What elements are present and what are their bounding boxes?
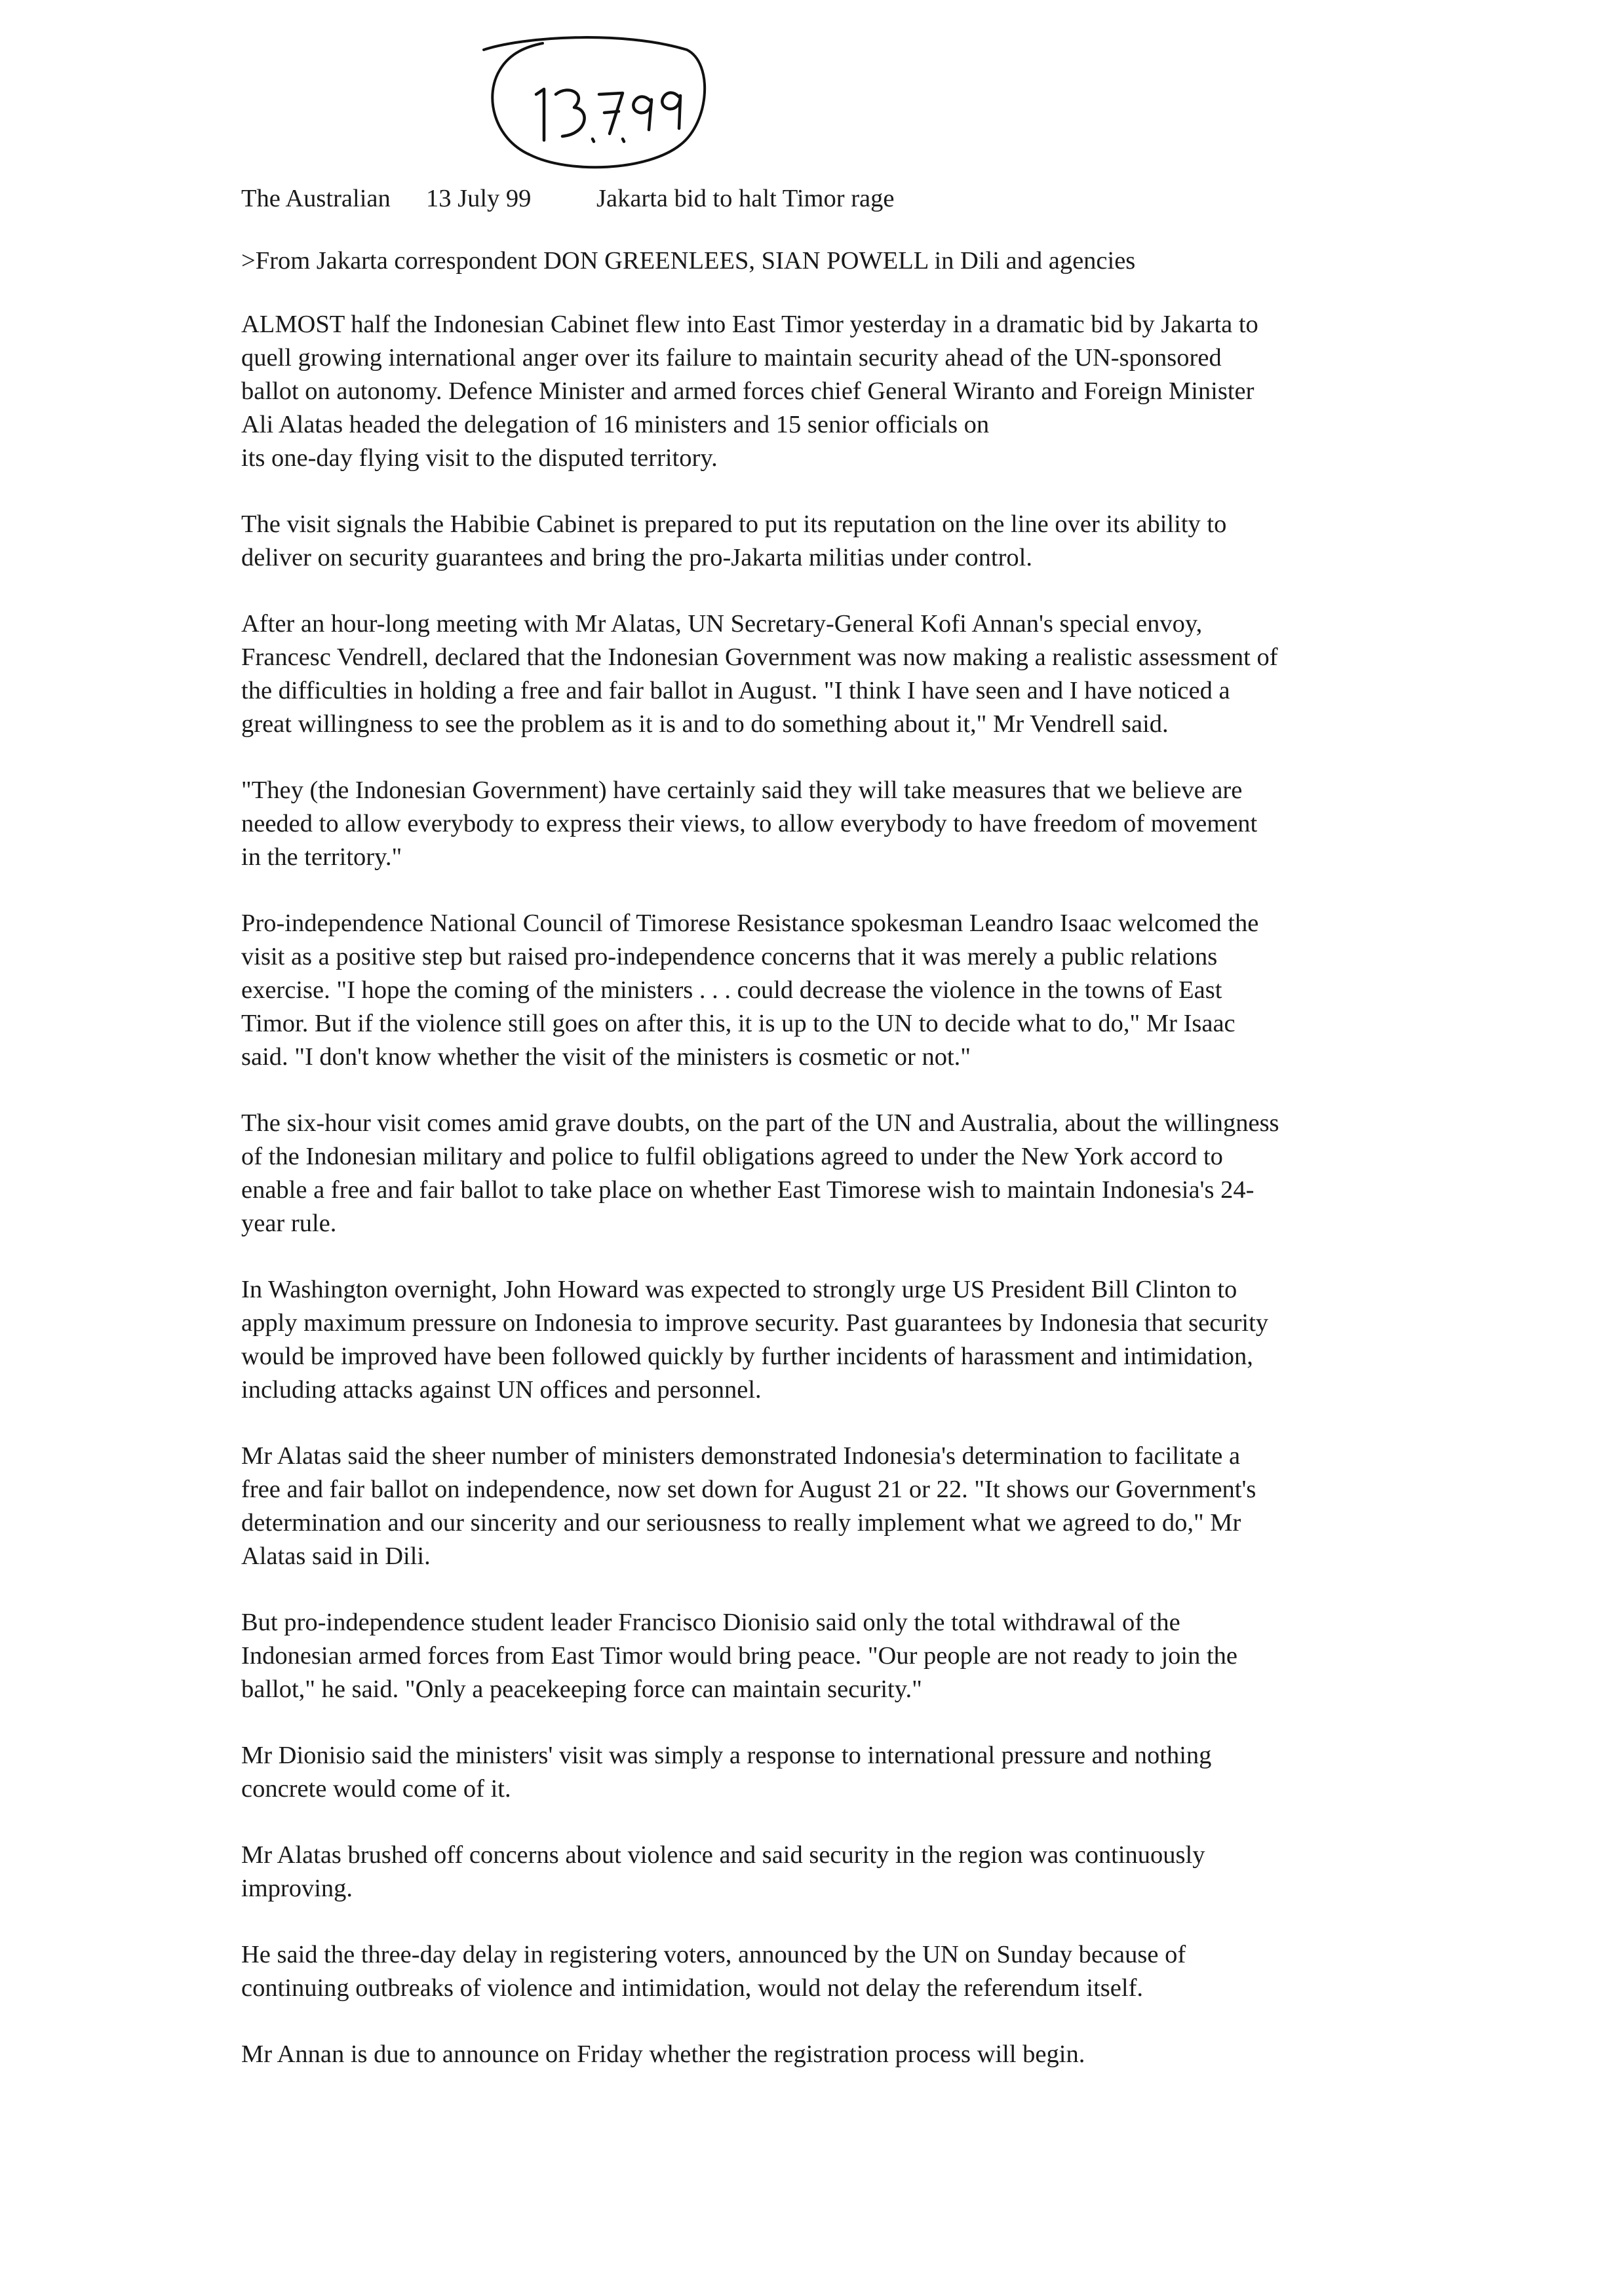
paragraph-line: determination and our sincerity and our seriousness to really implement what we agreed to do," Mr: [241, 1509, 1241, 1537]
paragraph: [241, 1273, 1408, 1407]
paragraph-line: in the territory.": [241, 843, 402, 871]
publication-date: 13 July 99: [426, 185, 532, 212]
paragraph: [241, 1440, 1408, 1573]
paragraph: [241, 1739, 1408, 1806]
circled-date-drawing: [471, 24, 707, 194]
paragraph-line: "They (the Indonesian Government) have certainly said they will take measures that we believe are: [241, 776, 1243, 804]
paragraph: [241, 1606, 1408, 1706]
paragraph-line: exercise. "I hope the coming of the ministers . . . could decrease the violence in the towns of East: [241, 976, 1222, 1004]
paragraph-line: great willingness to see the problem as it is and to do something about it," Mr Vendrell said.: [241, 710, 1169, 738]
paragraph-line: The six-hour visit comes amid grave doubts, on the part of the UN and Australia, about the willingness: [241, 1109, 1279, 1137]
paragraph-line: Indonesian armed forces from East Timor would bring peace. "Our people are not ready to join the: [241, 1642, 1237, 1670]
paragraph-line: free and fair ballot on independence, now set down for August 21 or 22. "It shows our Government's: [241, 1476, 1256, 1503]
paragraph-line: Mr Alatas brushed off concerns about violence and said security in the region was continuously: [241, 1841, 1205, 1869]
headline: Jakarta bid to halt Timor rage: [596, 185, 895, 212]
paragraph: [241, 607, 1408, 741]
paragraph-line: of the Indonesian military and police to fulfil obligations agreed to under the New York accord to: [241, 1143, 1223, 1170]
paragraph-line: including attacks against UN offices and personnel.: [241, 1376, 762, 1404]
paragraph-line: He said the three-day delay in registering voters, announced by the UN on Sunday because of: [241, 1941, 1186, 1968]
paragraph-line: concrete would come of it.: [241, 1775, 511, 1803]
paragraph-line: Timor. But if the violence still goes on after this, it is up to the UN to decide what to do," Mr Isaac: [241, 1010, 1236, 1037]
article: [241, 182, 1408, 2071]
article-body: [241, 308, 1408, 2071]
paragraph-line: After an hour-long meeting with Mr Alatas, UN Secretary-General Kofi Annan's special envoy,: [241, 610, 1203, 638]
handwritten-date-glyphs: [536, 89, 680, 142]
paragraph-line: apply maximum pressure on Indonesia to improve security. Past guarantees by Indonesia that security: [241, 1309, 1269, 1337]
paragraph: [241, 508, 1408, 575]
paragraph: [241, 308, 1408, 475]
paragraph: [241, 1107, 1408, 1240]
paragraph-line: Mr Annan is due to announce on Friday whether the registration process will begin.: [241, 2040, 1085, 2068]
paragraph-line: would be improved have been followed quickly by further incidents of harassment and intimidation,: [241, 1343, 1253, 1370]
article-header: [241, 182, 1408, 216]
paragraph-line: needed to allow everybody to express their views, to allow everybody to have freedom of movement: [241, 810, 1258, 837]
paragraph-line: its one-day flying visit to the disputed territory.: [241, 444, 718, 472]
paragraph-line: Alatas said in Dili.: [241, 1542, 431, 1570]
paragraph-line: deliver on security guarantees and bring the pro-Jakarta militias under control.: [241, 544, 1032, 571]
paragraph: [241, 2038, 1408, 2071]
paragraph-line: enable a free and fair ballot to take place on whether East Timorese wish to maintain Indonesia's 24-: [241, 1176, 1255, 1204]
byline: >From Jakarta correspondent DON GREENLEES, SIAN POWELL in Dili and agencies: [241, 247, 1136, 275]
paragraph-line: visit as a positive step but raised pro-independence concerns that it was merely a public relations: [241, 943, 1218, 970]
paragraph-line: The visit signals the Habibie Cabinet is prepared to put its reputation on the line over its ability to: [241, 510, 1227, 538]
paragraph: [241, 774, 1408, 874]
paragraph-line: ballot," he said. "Only a peacekeeping force can maintain security.": [241, 1675, 922, 1703]
paragraph-line: But pro-independence student leader Francisco Dionisio said only the total withdrawal of the: [241, 1609, 1180, 1636]
paragraph-line: In Washington overnight, John Howard was expected to strongly urge US President Bill Clinton to: [241, 1276, 1237, 1303]
paragraph-line: ALMOST half the Indonesian Cabinet flew into East Timor yesterday in a dramatic bid by Jakarta to: [241, 311, 1258, 338]
paragraph-line: quell growing international anger over its failure to maintain security ahead of the UN-sponsored: [241, 344, 1222, 372]
handwritten-date-annotation: [471, 24, 707, 194]
paragraph: [241, 1839, 1408, 1905]
paragraph-line: Mr Alatas said the sheer number of ministers demonstrated Indonesia's determination to facilitate a: [241, 1442, 1241, 1470]
paragraph-line: year rule.: [241, 1210, 337, 1237]
paragraph-line: continuing outbreaks of violence and intimidation, would not delay the referendum itself.: [241, 1974, 1144, 2002]
paragraph-line: improving.: [241, 1875, 353, 1902]
paragraph-line: said. "I don't know whether the visit of the ministers is cosmetic or not.": [241, 1043, 971, 1071]
paragraph-line: ballot on autonomy. Defence Minister and armed forces chief General Wiranto and Foreign Minister: [241, 377, 1255, 405]
paragraph-line: Ali Alatas headed the delegation of 16 ministers and 15 senior officials on: [241, 411, 990, 438]
publication-name: The Australian: [241, 185, 391, 212]
paragraph-line: Francesc Vendrell, declared that the Indonesian Government was now making a realistic assessment of: [241, 643, 1278, 671]
paragraph-line: the difficulties in holding a free and fair ballot in August. "I think I have seen and I have noticed a: [241, 677, 1230, 704]
paragraph-line: Pro-independence National Council of Timorese Resistance spokesman Leandro Isaac welcomed the: [241, 909, 1259, 937]
circle-stroke: [484, 37, 705, 167]
paragraph-line: Mr Dionisio said the ministers' visit was simply a response to international pressure and nothing: [241, 1742, 1212, 1769]
paragraph: [241, 1938, 1408, 2005]
paragraph: [241, 907, 1408, 1074]
